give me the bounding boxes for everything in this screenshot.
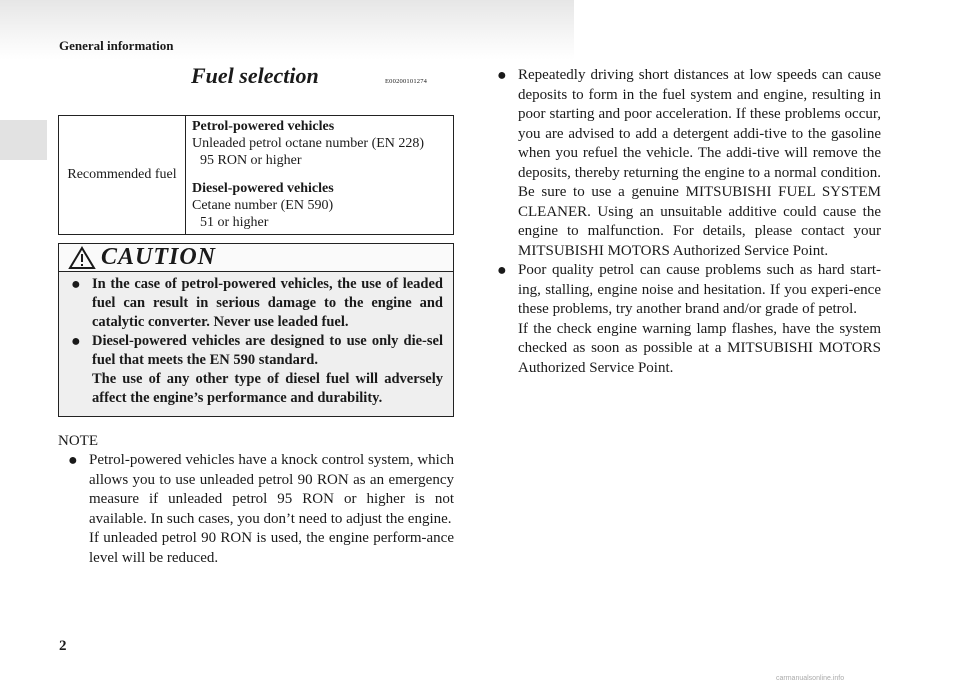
right-item (497, 261, 881, 378)
diesel-value: 51 or higher (200, 215, 269, 230)
caution-item (71, 275, 443, 332)
bullet-icon: ● (497, 67, 507, 84)
watermark: carmanualsonline.info (776, 675, 845, 682)
caution-title: CAUTION (101, 244, 217, 270)
caution-item-text: Diesel-powered vehicles are designed to use only die-sel fuel that meets the EN 590 standard. (92, 333, 443, 368)
caution-item (71, 332, 443, 408)
doc-code: E00200101274 (385, 78, 428, 85)
caution-list (59, 272, 453, 408)
caution-box (58, 243, 454, 417)
page-number: 2 (59, 638, 67, 654)
diesel-line: Cetane number (EN 590) (192, 198, 334, 213)
side-tab (0, 120, 47, 160)
note-label: NOTE (58, 433, 98, 449)
page-title: Fuel selection (191, 63, 319, 88)
caution-header (59, 244, 453, 272)
bullet-icon: ● (497, 262, 507, 279)
diesel-heading: Diesel-powered vehicles (192, 181, 334, 196)
caution-item-text: In the case of petrol-powered vehicles, the use of leaded fuel can result in serious damage to the engine and catalytic converter. Never use leaded fuel. (92, 276, 443, 330)
caution-item-text-2: The use of any other type of diesel fuel will adversely affect the engine’s performance and durability. (92, 371, 443, 406)
petrol-value: 95 RON or higher (200, 153, 302, 168)
note-item-text-2: If unleaded petrol 90 RON is used, the engine perform-ance level will be reduced. (89, 530, 454, 566)
warning-triangle-icon (68, 246, 96, 270)
bullet-icon: ● (68, 452, 78, 469)
petrol-line: Unleaded petrol octane number (EN 228) (192, 136, 425, 151)
spec-label: Recommended fuel (59, 116, 186, 234)
note-block (68, 451, 454, 568)
note-item (68, 451, 454, 568)
right-item-text: Poor quality petrol can cause problems such as hard start-ing, stalling, engine noise and hesitation. If you experi-ence these problems, try another brand and/or grade of petrol. (518, 262, 881, 317)
right-item-text: Repeatedly driving short distances at low speeds can cause deposits to form in the fuel system and engine, resulting in poor starting and poor acceleration. If these problems occur, you are advised to add a detergent addi-tive to the gasoline when you refuel the vehicle. The addi-tive will remove the deposits, thereby returning the engine to a normal condition. Be sure to use a genuine MITSUBISHI FUEL SYSTEM CLEANER. Using an unsuitable additive could cause the engine to malfunction. For details, please contact your MITSUBISHI MOTORS Authorized Service Point. (518, 67, 881, 259)
right-column (497, 66, 881, 378)
note-item-text: Petrol-powered vehicles have a knock control system, which allows you to use unleaded petrol 90 RON as an emergency measure if unleaded petrol 95 RON or higher is not available. In such cases, you don’t need to adjust the engine. (89, 452, 454, 527)
bullet-icon: ● (71, 333, 81, 350)
spec-content (192, 118, 449, 231)
section-title: General information (59, 38, 174, 53)
right-item-text-2: If the check engine warning lamp flashes, have the system checked as soon as possible at a MITSUBISHI MOTORS Authorized Service Point. (518, 320, 881, 376)
fuel-spec-table (58, 115, 454, 235)
petrol-heading: Petrol-powered vehicles (192, 119, 335, 134)
bullet-icon: ● (71, 276, 81, 293)
right-item (497, 66, 881, 261)
